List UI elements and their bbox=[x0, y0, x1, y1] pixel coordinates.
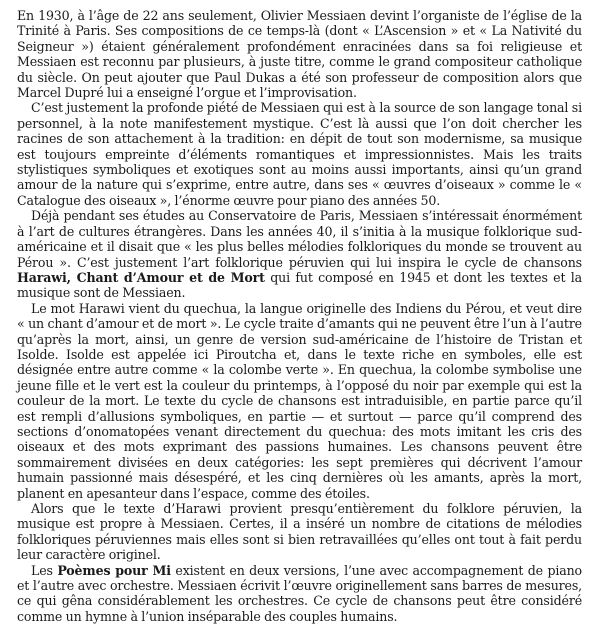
text-segment: existent en deux versions, l’une avec accompagnement de piano et l’autre avec orchestre. Messiaen écrivit l’œuvre originellement sans barres de mesures, ce qui gêna considérablement les orchestres. Ce cycle de chansons peut être considéré comme un hymne à l’union inséparable des couples humains. bbox=[17, 562, 582, 624]
text-segment: C’est justement la profonde piété de Messiaen qui est à la source de son langage tonal si personnel, à la note manifestement mystique. C’est là aussi que l’on doit chercher les racines de son attachement à la tradition: en dépit de tout son modernisme, sa musique est toujours empreinte d’éléments romantiques et impressionnistes. Mais les traits stylistiques symboliques et exotiques sont au moins aussi importants, ainsi qu’un grand amour de la nature qui s’exprime, entre autre, dans ses « œuvres d’oiseaux » comme le « Catalogue des oiseaux », l’énorme œuvre pour piano des années 50. bbox=[17, 100, 582, 208]
work-title-poemes-pour-mi: Poèmes pour Mi bbox=[57, 562, 171, 578]
paragraph-foreign-cultures bbox=[17, 208, 582, 300]
text-segment: Le mot Harawi vient du quechua, la langue originelle des Indiens du Pérou, et veut dire « un chant d’amour et de mort ». Le cycle traite d’amants qui ne peuvent être l’un à l’autre qu’après la mort, ainsi, un genre de version sud-américaine de l’histoire de Tristan et Isolde. Isolde est appelée ici Piroutcha et, dans le texte riche en symboles, elle est désignée entre autre comme « la colombe verte ». En quechua, la colombe symbolise une jeune fille et le vert est la couleur du printemps, à l’opposé du noir par exemple qui est la couleur de la mort. Le texte du cycle de chansons est intraduisible, en partie parce qu’il est rempli d’allusions symboliques, en partie — et surtout — parce qu’il comprend des sections d’onomatopées venant directement du quechua: des mots imitant les cris des oiseaux et des mots exprimant des passions humaines. Les chansons peuvent être sommairement divisées en deux catégories: les sept premières qui décrivent l’amour humain passionné mais désespéré, et les cinq dernières où les amants, après la mort, planent en apesanteur dans l’espace, comme des étoiles. bbox=[17, 300, 582, 501]
paragraph-poemes-pour-mi bbox=[17, 563, 582, 624]
paragraph-harawi-music bbox=[17, 501, 582, 563]
text-segment: Déjà pendant ses études au Conservatoire de Paris, Messiaen s’intéressait énormément à l’art de cultures étrangères. Dans les années 40, il s’initia à la musique folklorique sud-américaine et il disait que « les plus belles mélodies folkloriques du monde se trouvent au Pérou ». C’est justement l’art folklorique péruvien qui lui inspira le cycle de chansons bbox=[17, 208, 582, 270]
text-segment: Les bbox=[31, 562, 58, 578]
paragraph-messiaen-biography bbox=[17, 8, 582, 100]
text-segment: Alors que le texte d’Harawi provient presqu’entièrement du folklore péruvien, la musique est propre à Messiaen. Certes, il a inséré un nombre de citations de mélodies folkloriques péruviennes mais elles sont si bien retravaillées qu’elles ont tout à fait perdu leur caractère originel. bbox=[17, 501, 582, 563]
paragraph-harawi-meaning bbox=[17, 301, 582, 501]
text-segment: qui fut composé en 1945 et dont les textes et la musique sont de Messiaen. bbox=[17, 269, 582, 301]
work-title-harawi: Harawi, Chant d’Amour et de Mort bbox=[17, 269, 265, 285]
text-segment: En 1930, à l’âge de 22 ans seulement, Olivier Messiaen devint l’organiste de l’église de la Trinité à Paris. Ses compositions de ce temps-là (dont « L’Ascension » et « La Nativité du Seigneur ») étaient généralement profondément enracinées dans sa foi religieuse et Messiaen est reconnu par plusieurs, à juste titre, comme le grand compositeur catholique du siècle. On peut ajouter que Paul Dukas a été son professeur de composition alors que Marcel Dupré lui a enseigné l’orgue et l’improvisation. bbox=[17, 8, 582, 101]
paragraph-piety-and-style bbox=[17, 100, 582, 208]
